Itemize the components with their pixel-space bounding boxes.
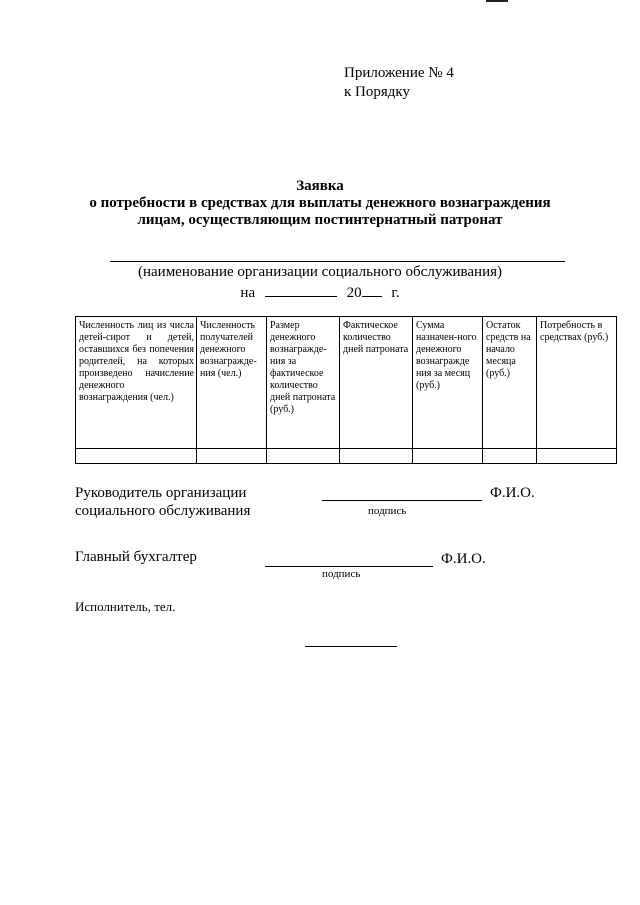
organization-name-caption: (наименование организации социального обслуживания): [137, 264, 502, 280]
organization-name-line[interactable]: [110, 261, 565, 262]
table-cell[interactable]: [76, 449, 197, 464]
column-header: Размер денежного вознагражде-ния за фактическое количество дней патроната (руб.): [267, 317, 340, 449]
appendix-order: к Порядку: [344, 84, 410, 100]
head-signature-line[interactable]: [322, 500, 482, 501]
table-cell[interactable]: [267, 449, 340, 464]
accountant-signature-caption: подпись: [322, 568, 361, 580]
executor-label: Исполнитель, тел.: [75, 599, 176, 614]
head-signature-caption: подпись: [368, 505, 407, 517]
head-label-line2: социального обслуживания: [75, 503, 251, 519]
footer-separator-line: [305, 646, 397, 647]
table-row: [76, 449, 617, 464]
table-cell[interactable]: [483, 449, 537, 464]
head-label-line1: Руководитель организации: [75, 485, 247, 501]
document-subtitle-line1: о потребности в средствах для выплаты денежного вознаграждения: [89, 195, 551, 211]
date-day-month-blank[interactable]: [265, 283, 337, 297]
table-cell[interactable]: [413, 449, 483, 464]
column-header: Численность лиц из числа детей-сирот и детей, оставшихся без попечения родителей, на которых произведено начисление денежного вознаграждения (чел.): [76, 317, 197, 449]
table-cell[interactable]: [340, 449, 413, 464]
column-header: Потребность в средствах (руб.): [537, 317, 617, 449]
date-suffix: г.: [391, 285, 400, 301]
table-cell[interactable]: [537, 449, 617, 464]
column-header: Фактическое количество дней патроната: [340, 317, 413, 449]
appendix-reference: [344, 64, 454, 102]
document-subtitle-line2: лицам, осуществляющим постинтернатный патронат: [137, 212, 503, 228]
date-year: 20: [346, 285, 362, 301]
head-of-organization-label: [75, 484, 250, 520]
date-line: [0, 283, 640, 302]
head-fio: Ф.И.О.: [490, 485, 535, 501]
document-title: Заявка: [296, 178, 344, 194]
column-header: Сумма назначен-ного денежного вознагражде ния за месяц (руб.): [413, 317, 483, 449]
accountant-signature-line[interactable]: [265, 566, 433, 567]
request-table: [75, 316, 617, 464]
column-header: Численность получателей денежного вознагражде-ния (чел.): [197, 317, 267, 449]
table-header-row: [76, 317, 617, 449]
accountant-fio: Ф.И.О.: [441, 551, 486, 567]
chief-accountant-label: Главный бухгалтер: [75, 549, 197, 565]
date-year-blank[interactable]: [362, 283, 382, 297]
table-cell[interactable]: [197, 449, 267, 464]
top-edge-mark: [486, 0, 508, 2]
column-header: Остаток средств на начало месяца (руб.): [483, 317, 537, 449]
date-prefix: на: [240, 285, 256, 301]
appendix-number: Приложение № 4: [344, 65, 454, 81]
